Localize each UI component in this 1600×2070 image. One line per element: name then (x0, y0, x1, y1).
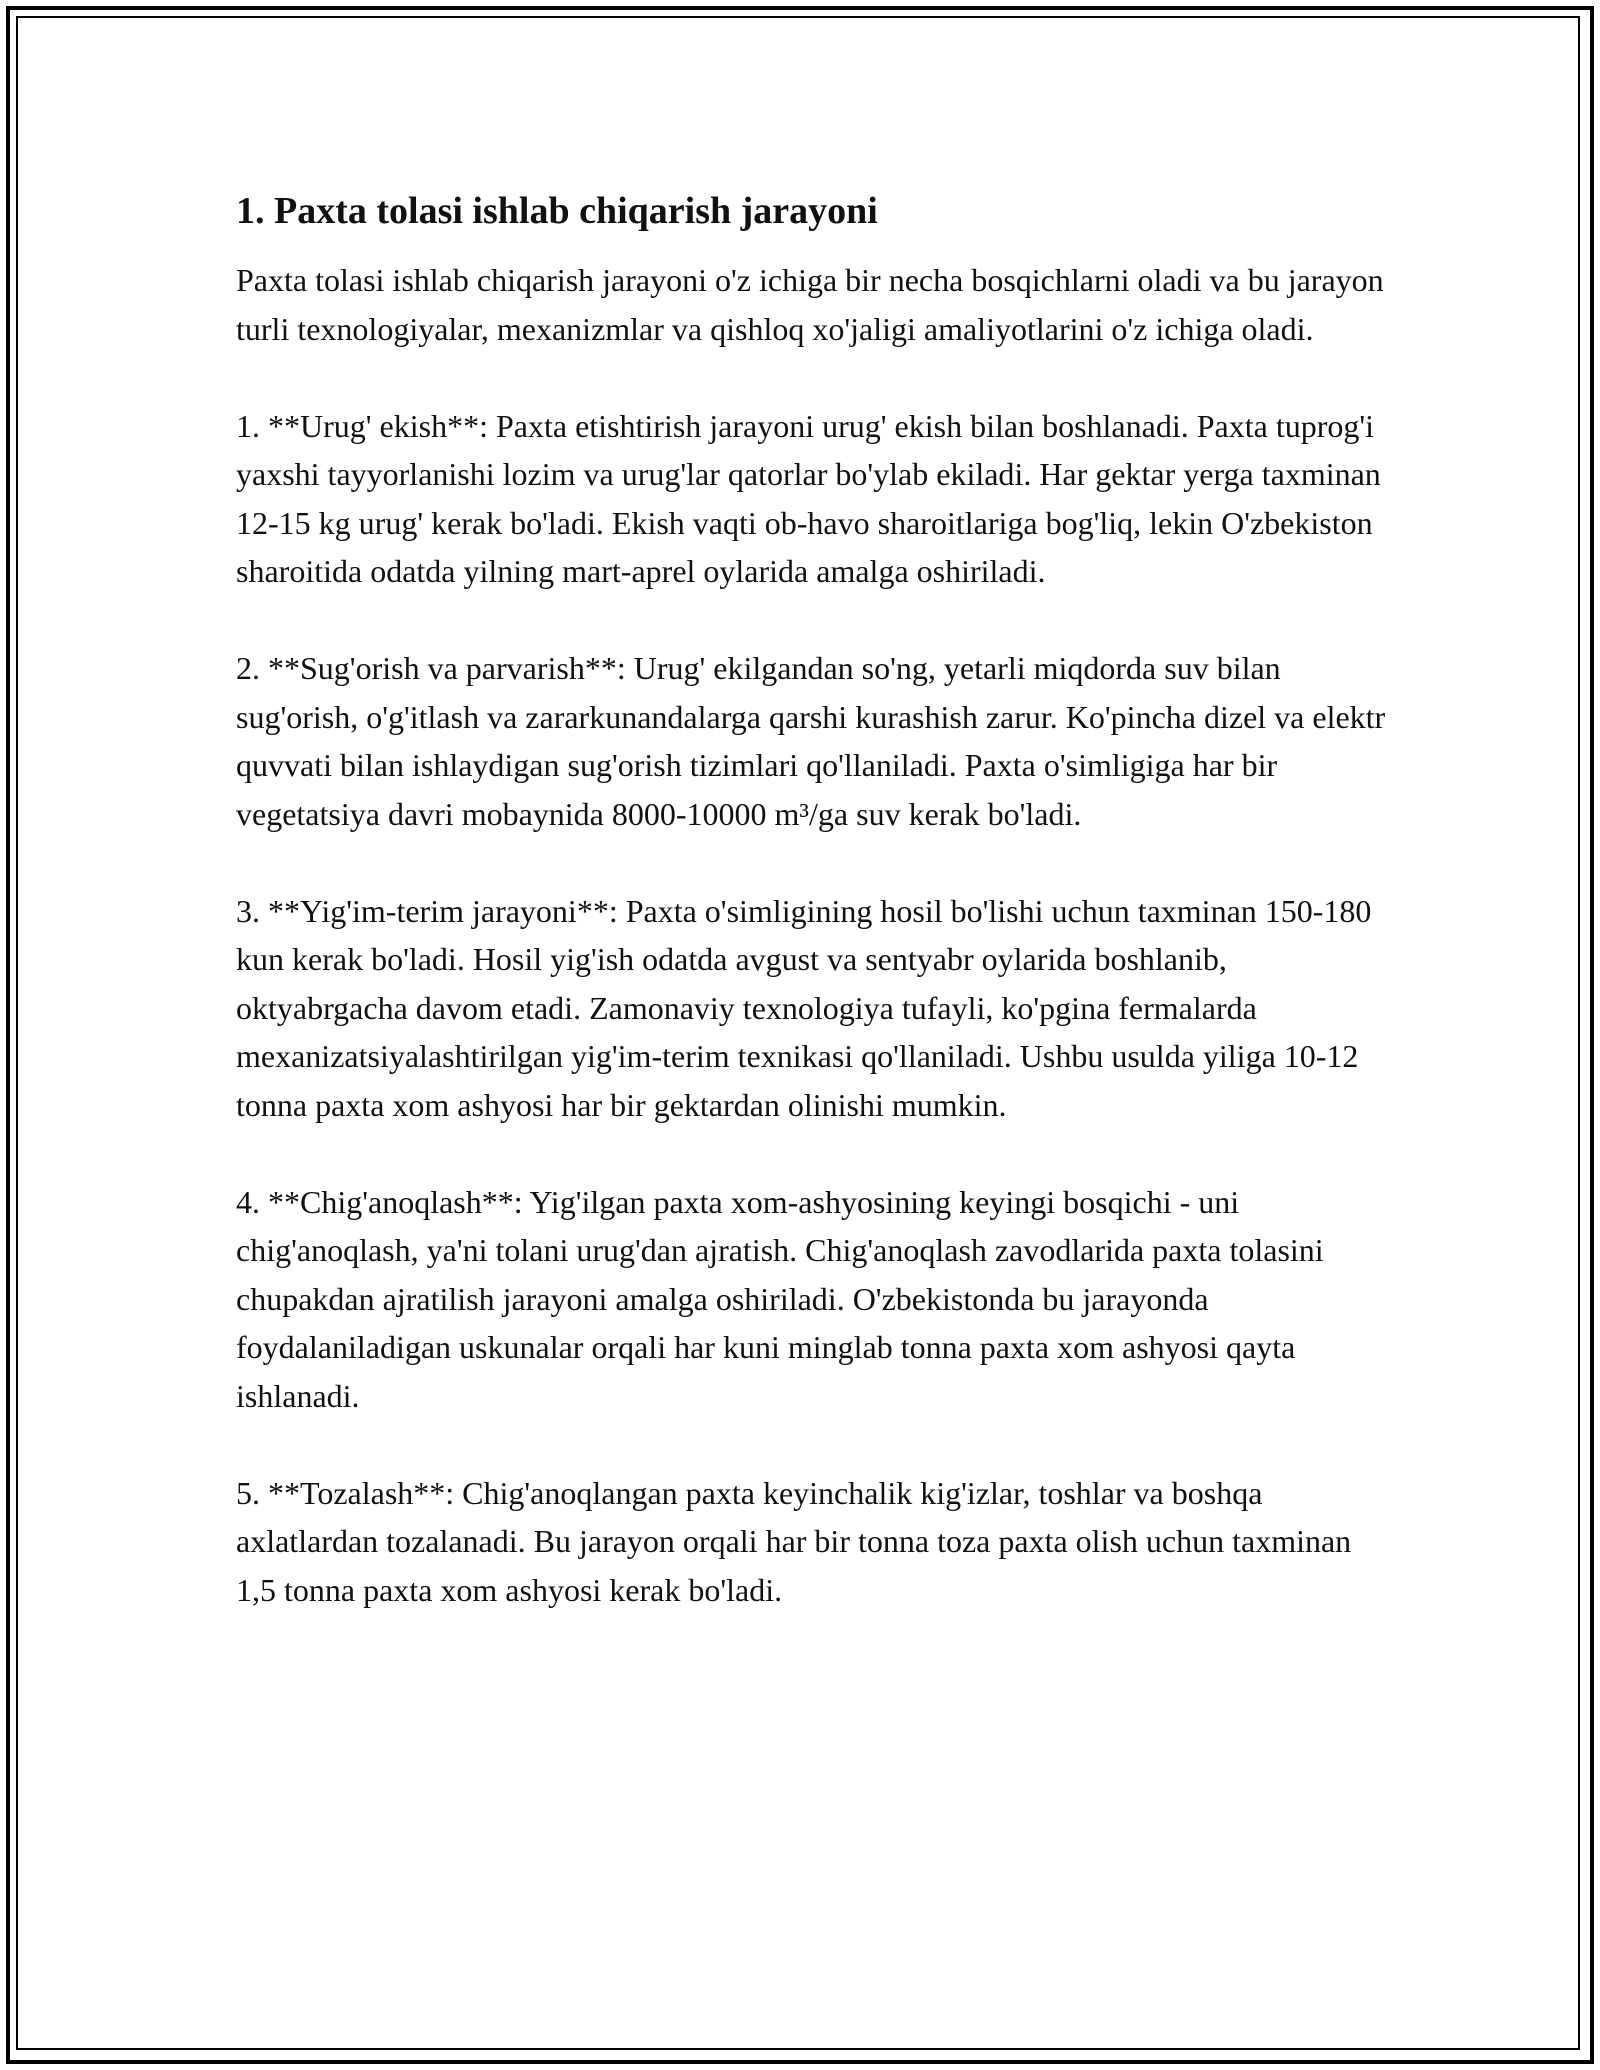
paragraph-ginning: 4. **Chig'anoqlash**: Yig'ilgan paxta xom-ashyosining keyingi bosqichi - uni chig'anoqlash, ya'ni tolani urug'dan ajratish. Chig'anoqlash zavodlarida paxta tolasini chupakdan ajratilish jarayoni amalga oshiriladi. O'zbekistonda bu jarayonda foydalaniladigan uskunalar orqali har kuni minglab tonna paxta xom ashyosi qayta ishlanadi. (236, 1183, 1324, 1414)
paragraph-seed-planting: 1. **Urug' ekish**: Paxta etishtirish jarayoni urug' ekish bilan boshlanadi. Paxta tuprog'i yaxshi tayyorlanishi lozim va urug'lar qatorlar bo'ylab ekiladi. Har gektar yerga taxminan 12-15 kg urug' kerak bo'ladi. Ekish vaqti ob-havo sharoitlariga bog'liq, lekin O'zbekiston sharoitida odatda yilning mart-aprel oylarida amalga oshiriladi. (236, 407, 1381, 589)
document-body (236, 188, 1386, 1614)
paragraph-cleaning: 5. **Tozalash**: Chig'anoqlangan paxta keyinchalik kig'izlar, toshlar va boshqa axlatlardan tozalanadi. Bu jarayon orqali har bir tonna toza paxta olish uchun taxminan 1,5 tonna paxta xom ashyosi kerak bo'ladi. (236, 1474, 1352, 1608)
document-title: 1. Paxta tolasi ishlab chiqarish jarayoni (236, 190, 878, 232)
paragraph-intro: Paxta tolasi ishlab chiqarish jarayoni o'z ichiga bir necha bosqichlarni oladi va bu jarayon turli texnologiyalar, mexanizmlar va qishloq xo'jaligi amaliyotlarini o'z ichiga oladi. (236, 262, 1384, 347)
paragraph-harvest: 3. **Yig'im-terim jarayoni**: Paxta o'simligining hosil bo'lishi uchun taxminan 150-180 kun kerak bo'ladi. Hosil yig'ish odatda avgust va sentyabr oylarida boshlanib, oktyabrgacha davom etadi. Zamonaviy texnologiya tufayli, ko'pgina fermalarda mexanizatsiyalashtirilgan yig'im-terim texnikasi qo'llaniladi. Ushbu usulda yiliga 10-12 tonna paxta xom ashyosi har bir gektardan olinishi mumkin. (236, 892, 1372, 1123)
paragraph-irrigation: 2. **Sug'orish va parvarish**: Urug' ekilgandan so'ng, yetarli miqdorda suv bilan sug'orish, o'g'itlash va zararkunandalarga qarshi kurashish zarur. Ko'pincha dizel va elektr quvvati bilan ishlaydigan sug'orish tizimlari qo'llaniladi. Paxta o'simligiga har bir vegetatsiya davri mobaynida 8000-10000 m³/ga suv kerak bo'ladi. (236, 650, 1386, 832)
